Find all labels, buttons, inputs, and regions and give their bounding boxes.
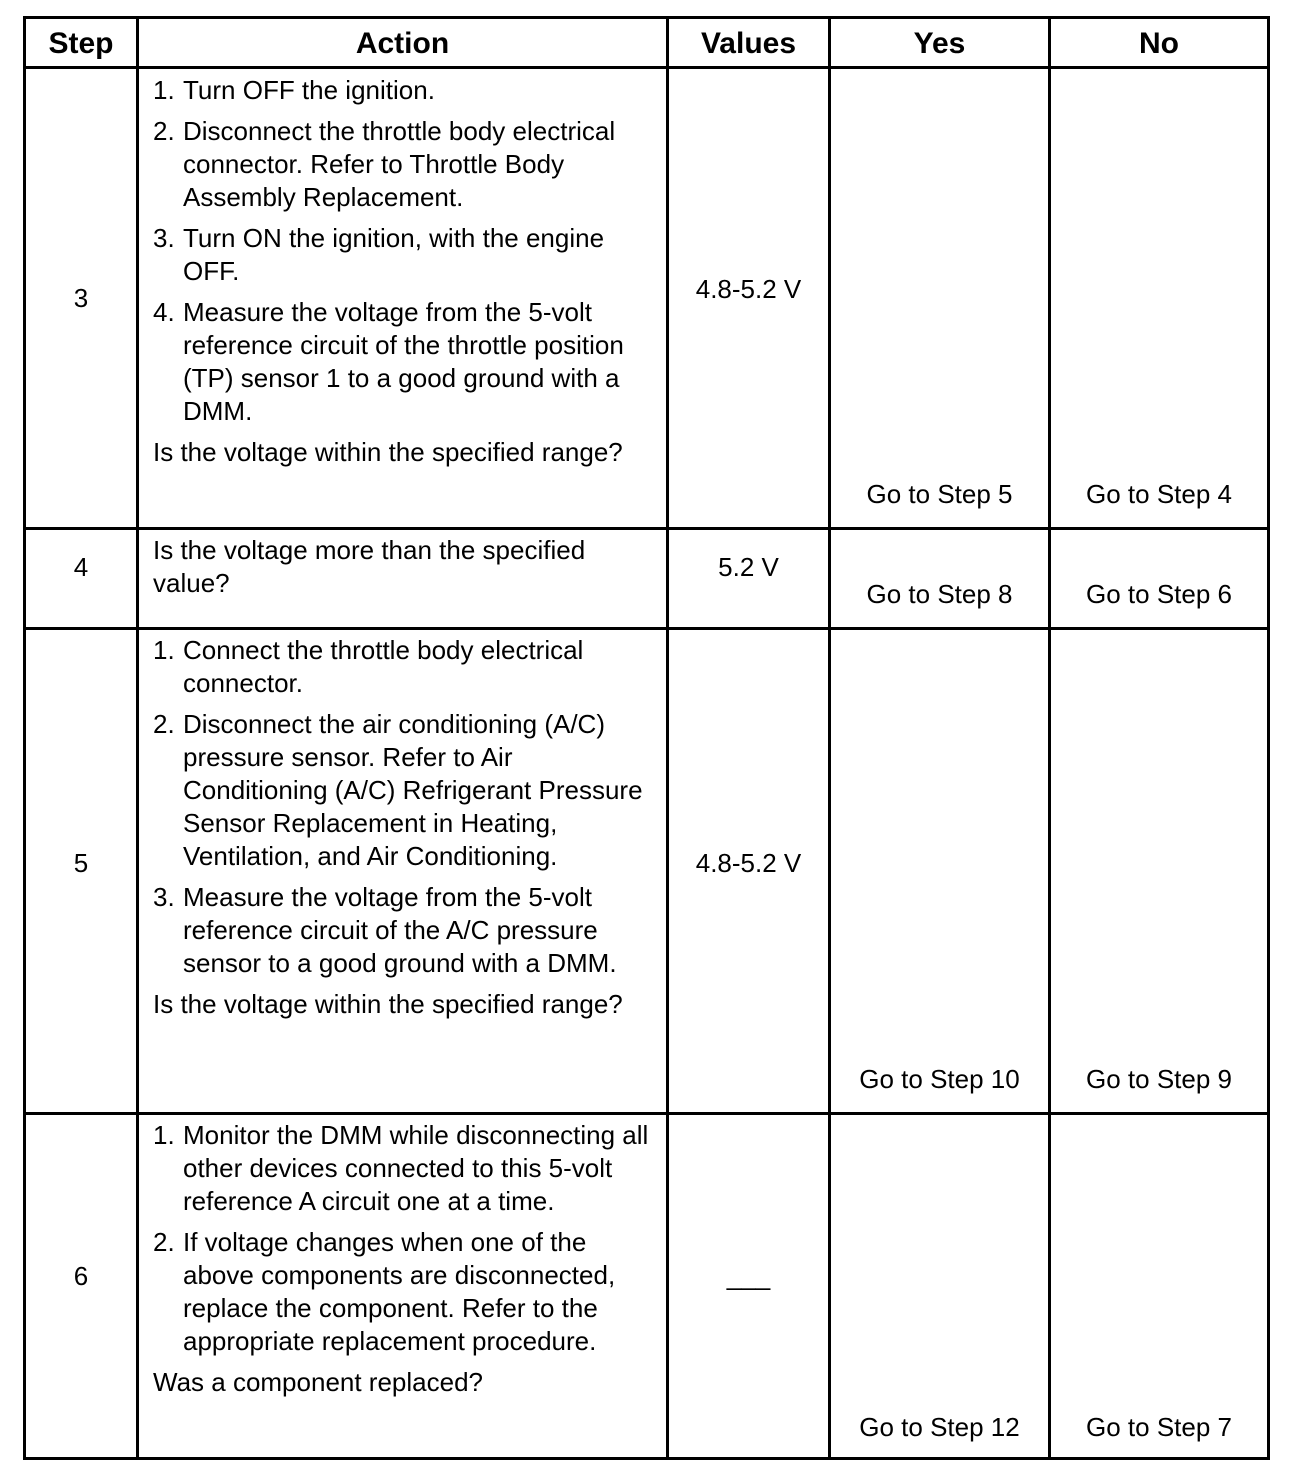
value-cell: 4.8-5.2 V [695, 847, 802, 878]
action-step-list [153, 634, 652, 980]
action-question: Is the voltage within the specified range? [153, 437, 623, 467]
header-action: Action [355, 26, 450, 60]
header-yes: Yes [913, 26, 966, 60]
yes-cell: Go to Step 10 [859, 1064, 1020, 1094]
action-step: 1. Connect the throttle body electrical connector. [153, 635, 584, 698]
action-step: 4. Measure the voltage from the 5-volt reference circuit of the throttle position (TP) sensor 1 to a good ground with a DMM. [153, 297, 624, 426]
header-no: No [1139, 26, 1179, 60]
action-step-list [153, 74, 652, 428]
action-step: 1. Turn OFF the ignition. [153, 75, 435, 105]
action-step: 3. Measure the voltage from the 5-volt reference circuit of the A/C pressure sensor to a good ground with a DMM. [153, 882, 617, 978]
action-question: Is the voltage more than the specified value? [153, 535, 586, 598]
no-cell: Go to Step 4 [1086, 479, 1232, 509]
value-cell: ___ [726, 1260, 771, 1291]
action-cell [139, 1119, 666, 1399]
yes-cell: Go to Step 12 [859, 1412, 1020, 1442]
action-step: 2. Disconnect the throttle body electrical connector. Refer to Throttle Body Assembly Replacement. [153, 116, 616, 212]
value-cell: 4.8-5.2 V [695, 273, 802, 304]
action-cell [139, 74, 666, 469]
action-step: 2. If voltage changes when one of the above components are disconnected, replace the component. Refer to the appropriate replacement procedure. [153, 1227, 616, 1356]
table-row-step: 4 [73, 551, 89, 582]
action-question: Is the voltage within the specified range? [153, 989, 623, 1019]
header-values: Values [700, 26, 797, 60]
table-row-step: 6 [73, 1260, 89, 1291]
yes-cell: Go to Step 5 [866, 479, 1013, 509]
value-cell: 5.2 V [718, 551, 779, 582]
diagnostic-table [23, 16, 1270, 1460]
action-step: 2. Disconnect the air conditioning (A/C) pressure sensor. Refer to Air Conditioning (A/C) Refrigerant Pressure Sensor Replacement in Heating, Ventilation, and Air Conditioning. [153, 709, 643, 871]
yes-cell: Go to Step 8 [866, 579, 1013, 609]
action-step: 3. Turn ON the ignition, with the engine OFF. [153, 223, 605, 286]
action-step: 1. Monitor the DMM while disconnecting all other devices connected to this 5-volt reference A circuit one at a time. [153, 1120, 649, 1216]
action-cell [139, 634, 666, 1021]
action-step-list [153, 1119, 652, 1358]
no-cell: Go to Step 7 [1086, 1412, 1232, 1442]
action-question: Was a component replaced? [153, 1367, 484, 1397]
table-row-step: 5 [73, 847, 89, 878]
no-cell: Go to Step 9 [1086, 1064, 1232, 1094]
header-step: Step [48, 26, 114, 60]
action-cell [139, 534, 666, 600]
no-cell: Go to Step 6 [1086, 579, 1232, 609]
table-row-step: 3 [73, 282, 89, 313]
